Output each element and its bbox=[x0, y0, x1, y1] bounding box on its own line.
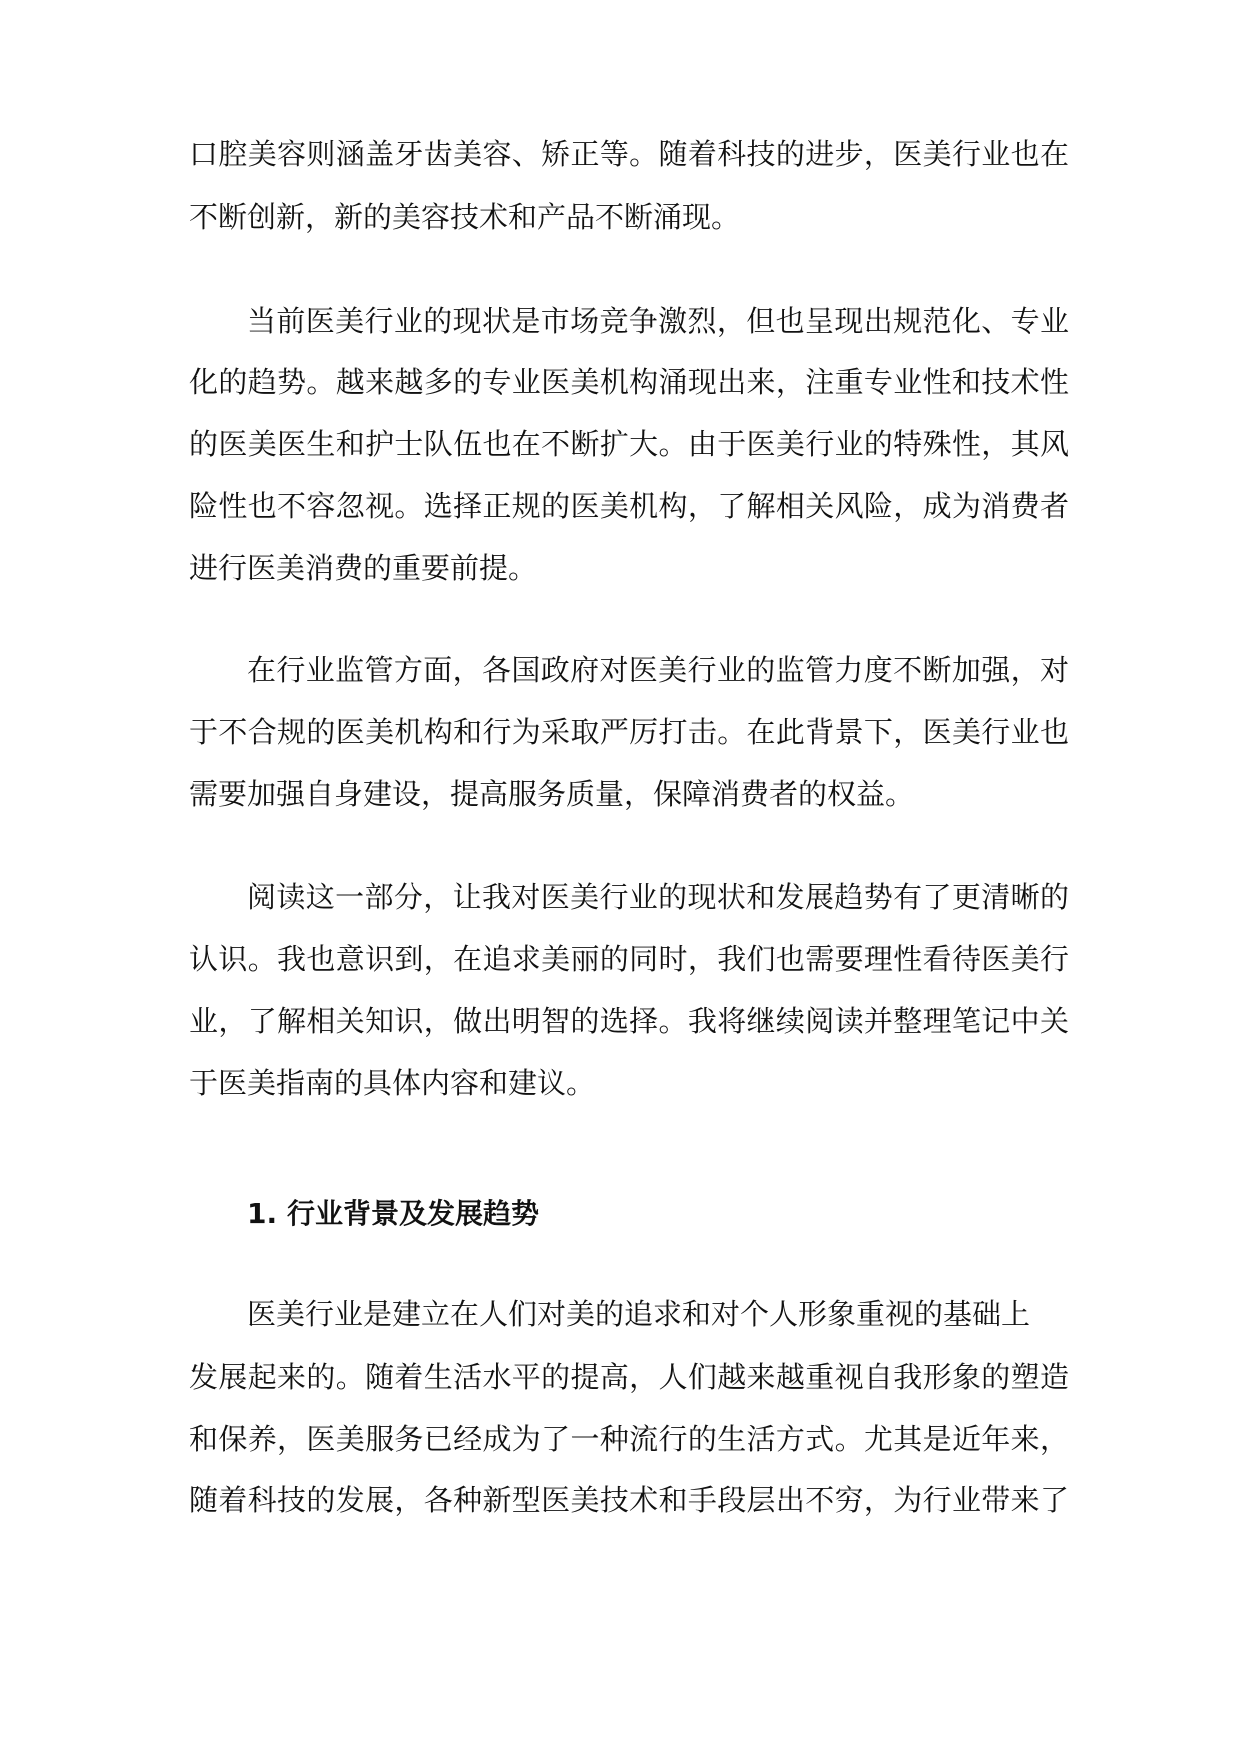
paragraph-line: 化的趋势。越来越多的专业医美机构涌现出来，注重专业性和技术性 bbox=[189, 365, 1069, 399]
section-heading-title: 行业背景及发展趋势 bbox=[287, 1197, 540, 1230]
paragraph-line: 业，了解相关知识，做出明智的选择。我将继续阅读并整理笔记中关 bbox=[189, 1004, 1069, 1038]
paragraph-line: 口腔美容则涵盖牙齿美容、矫正等。随着科技的进步，医美行业也在 bbox=[189, 137, 1069, 171]
section-heading bbox=[247, 1190, 1069, 1238]
paragraph-line: 的医美医生和护士队伍也在不断扩大。由于医美行业的特殊性，其风 bbox=[189, 427, 1069, 461]
paragraph-line: 和保养，医美服务已经成为了一种流行的生活方式。尤其是近年来， bbox=[189, 1422, 1069, 1456]
paragraph-line: 在行业监管方面，各国政府对医美行业的监管力度不断加强，对 bbox=[247, 653, 1069, 687]
paragraph-line: 需要加强自身建设，提高服务质量，保障消费者的权益。 bbox=[189, 777, 915, 811]
paragraph-line: 于不合规的医美机构和行为采取严厉打击。在此背景下，医美行业也 bbox=[189, 715, 1069, 749]
paragraph-line: 发展起来的。随着生活水平的提高，人们越来越重视自我形象的塑造 bbox=[189, 1360, 1069, 1394]
paragraph-line: 阅读这一部分，让我对医美行业的现状和发展趋势有了更清晰的 bbox=[247, 880, 1069, 914]
paragraph-line: 医美行业是建立在人们对美的追求和对个人形象重视的基础上 bbox=[247, 1297, 1031, 1331]
paragraph-line: 当前医美行业的现状是市场竞争激烈，但也呈现出规范化、专业 bbox=[247, 304, 1069, 338]
paragraph-line: 随着科技的发展，各种新型医美技术和手段层出不穷，为行业带来了 bbox=[189, 1483, 1069, 1517]
paragraph-line: 险性也不容忽视。选择正规的医美机构，了解相关风险，成为消费者 bbox=[189, 489, 1069, 523]
paragraph-line: 于医美指南的具体内容和建议。 bbox=[189, 1066, 596, 1100]
section-heading-number: 1. bbox=[247, 1197, 278, 1230]
paragraph-line: 进行医美消费的重要前提。 bbox=[189, 551, 538, 585]
paragraph-line: 认识。我也意识到，在追求美丽的同时，我们也需要理性看待医美行 bbox=[189, 942, 1069, 976]
paragraph-line: 不断创新，新的美容技术和产品不断涌现。 bbox=[189, 200, 741, 234]
